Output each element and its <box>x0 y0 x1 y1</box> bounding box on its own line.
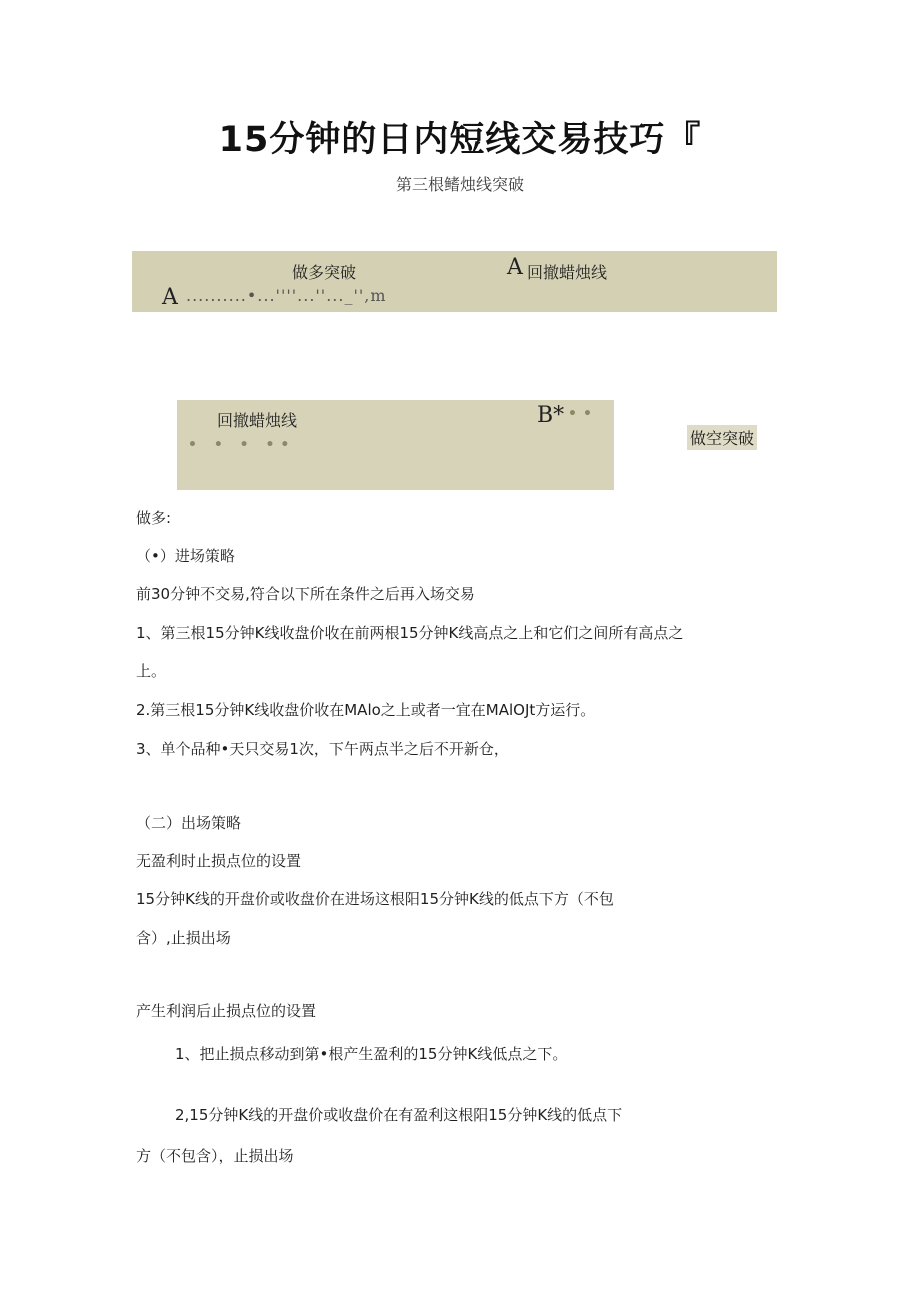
marker-b: B* <box>537 403 565 428</box>
entry-heading: （•）进场策略 <box>136 547 235 565</box>
entry-intro: 前30分钟不交易,符合以下所在条件之后再入场交易 <box>136 585 475 603</box>
profit-rule-1: 1、把止损点移动到第•根产生盈利的15分钟K线低点之下。 <box>175 1045 568 1063</box>
pullback-label-b: 回撤蜡烛线 <box>217 411 298 430</box>
page-title: 15分钟的日内短线交易技巧『 <box>218 120 702 160</box>
rule-2: 2.第三根15分钟K线收盘价收在MAlo之上或者一宜在MAlOJt方运行。 <box>136 701 596 719</box>
dotted-trace-b: • • • •• <box>188 437 296 453</box>
no-profit-line-2: 含）,止损出场 <box>136 929 231 947</box>
no-profit-line-1: 15分钟K线的开盘价或收盘价在进场这根阳15分钟K线的低点下方（不包 <box>136 890 614 908</box>
marker-b-dots: •• <box>568 406 598 422</box>
short-breakout-label: 做空突破 <box>687 425 757 450</box>
page-subtitle: 第三根鳍烛线突破 <box>395 175 524 194</box>
exit-heading: （二）出场策略 <box>136 814 242 832</box>
no-profit-heading: 无盈利时止损点位的设置 <box>136 852 302 870</box>
dotted-trace-a: ..........•...''''...''..._'',m <box>186 286 387 305</box>
long-heading: 做多: <box>136 509 172 527</box>
profit-heading: 产生利润后止损点位的设置 <box>136 1002 317 1020</box>
rule-1-line-1: 1、第三根15分钟K线收盘价收在前两根15分钟K线高点之上和它们之间所有高点之 <box>136 624 684 642</box>
long-breakout-label: 做多突破 <box>292 263 357 282</box>
pullback-label-a: 回撤蜡烛线 <box>527 263 608 282</box>
profit-rule-2-line-2: 方（不包含），止损出场 <box>136 1147 294 1165</box>
profit-rule-2-line-1: 2,15分钟K线的开盘价或收盘价在有盈利这根阳15分钟K线的低点下 <box>175 1106 623 1124</box>
rule-3: 3、单个品种•天只交易1次，下午两点半之后不开新仓， <box>136 740 509 758</box>
rule-1-line-2: 上。 <box>136 662 167 680</box>
marker-a-right: A <box>507 255 523 280</box>
marker-a-left: A <box>162 285 178 310</box>
